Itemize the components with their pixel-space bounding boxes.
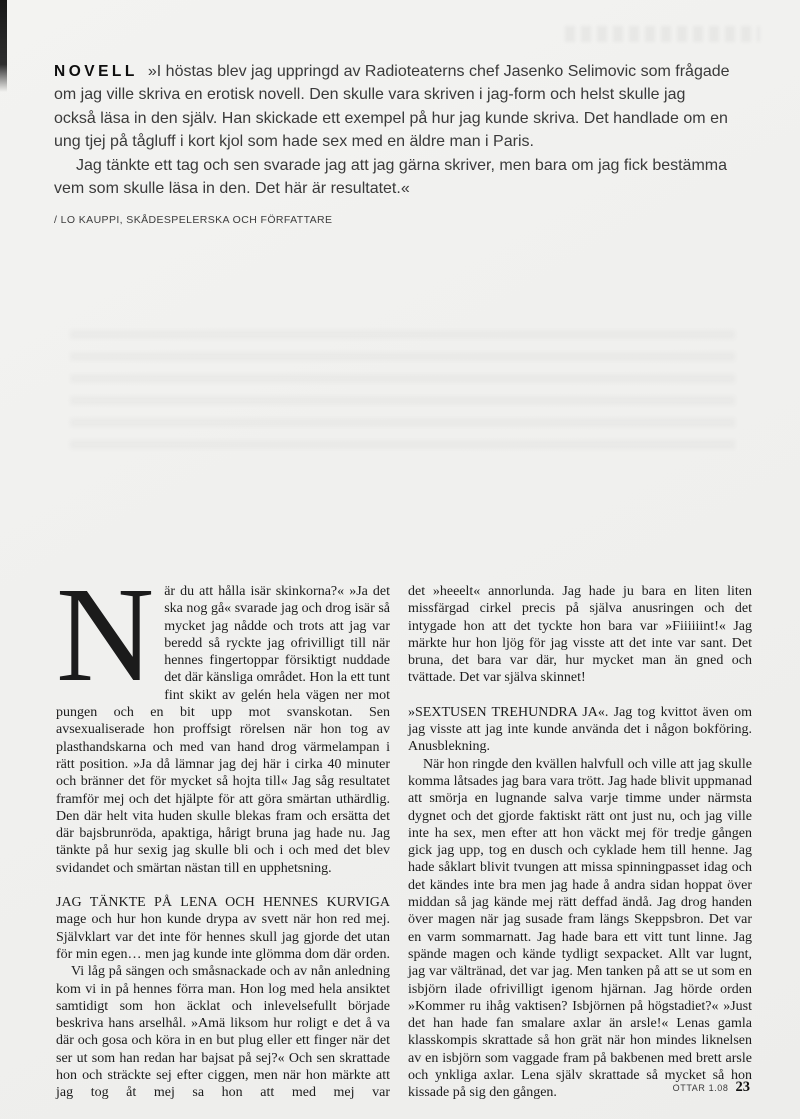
- body-paragraph: det »heeelt« annorlunda. Jag hade ju bara en liten liten missfärgad cirkel precis på själva anusringen och det intygade hon att det tyckte hon bara var »Fiiiiiint!« Jag märkte hur hon ljög för jag visste att det inte var sant. Det bruna, det bara var där, hur mycket man än gned och tvättade. Det var själva skinnet!: [408, 584, 752, 686]
- body-paragraph: »SEXTUSEN TREHUNDRA JA«. Jag tog kvittot även om jag visste att jag inte kunde använda det i någon bokföring. Anusblekning.: [408, 704, 752, 755]
- body-paragraph: Vi låg på sängen och småsnackade och av nån anledning kom vi in på hennes förra man. Hon log med hela ansiktet samtidigt som hon äcklat och inlevelsefullt började beskriva hans arselhål. »Amä liksom hur roligt e det å va där och gosa och köra in en but plug eller ett finger när det ser ut som han redan har bajsat på sej?« Och sen skrattade hon och sträckte sej efter ciggen, men när hon märkte att jag tog åt mej sa hon att med mej var: [56, 964, 390, 1101]
- intro-paragraph: [54, 60, 730, 154]
- body-paragraph: [56, 560, 390, 877]
- showthrough-ghost-middle: [70, 330, 735, 460]
- footer-issue-label: OTTAR 1.08: [672, 1083, 729, 1093]
- intro-text: »I höstas blev jag uppringd av Radioteaterns chef Jasenko Selimovic som frågade om jag ville skriva en erotisk novell. Den skulle vara skriven i jag-form och helst skulle jag också läsa in den själv. Han skickade ett exempel på hur jag kunde skriva. Det handlade om en ung tjej på tågluff i kort kjol som hade sex med en äldre man i Paris.: [54, 63, 730, 151]
- scan-edge-artifact: [0, 0, 7, 92]
- showthrough-ghost-top: [565, 26, 760, 42]
- body-paragraph: När hon ringde den kvällen halvfull och ville att jag skulle komma låtsades jag bara vara trött. Jag hade blivit uppmanad att smörja en lugnande salva varje timme under närmsta dygnet och det gjorde faktiskt rätt ont just nu, och jag ville inte ha sex, men efter att hon väckt mej för tredje gången gick jag upp, tog en dusch och cyklade hem till henne. Jag hade såklart blivit tvungen att missa spinningpasset idag och det kändes inte bra men jag hade å andra sidan hoppat över middan så jag kände mej rätt deffad ändå. Jag drog handen över magen när jag susade fram längs Skeppsbron. Det var en varm sommarnatt. Jag hade bara ett vitt tunt linne. Jag spände magen och kände tydligt sexpacket. Allt var lugnt, jag var vältränad, det var jag. Men tanken på att se ut som en isbjörn ilade ofrivilligt igenom hjärnan. Jag hörde orden »Kommer ru ihåg vaktisen? Isbjörnen på högstadiet?« »Just det han hade fan smalare axlar än arsle!« Lenas gamla klasskompis skrattade så hon grät när hon mindes liknelsen av en isbjörn som vaggade fram på bakbenen med brett arsle och ynkliga axlar. Lena själv skrattade så mycket så hon kissade på sig den gången.: [408, 756, 752, 1101]
- body-paragraph: JAG TÄNKTE PÅ LENA OCH HENNES KURVIGA mage och hur hon kunde drypa av svett när hon red mej. Självklart var det inte för hennes skull jag gjorde det utan för min egen… men jag kunde inte glömma dom där orden.: [56, 895, 390, 962]
- body-paragraph-text: är du att hålla isär skinkorna?« »Ja det ska nog gå« svarade jag och drog isär så mycket jag nådde och trots att jag var beredd så ryckte jag ofrivilligt till när hennes fingertoppar försiktigt nuddade det där känsliga området. Hon la ett tunt fint skikt av gelén hela vägen ner mot pungen och en bit upp mot svanskotan. Sen avsexualiserade hon proffsigt rörelsen när hon tog av plasthandskarna och med van hand drog värmelampan i rätt position. »Ja då lämnar jag dej här i cirka 40 minuter och bränner det för mycket så hojta till« Jag såg resultatet framför mej och det hjälpte för att göra smärtan uthärdlig. Den där helt vita huden skulle blekas fram och ersätta det där bajsbrunröda, apaktiga, hårigt bruna jag hade nu. Jag tänkte på hur sexig jag skulle bli och i och med det blev svidandet och smärtan nästan till en upphetsning.: [56, 584, 390, 876]
- page-footer: [673, 1079, 750, 1096]
- article-header: [54, 60, 730, 233]
- kicker-label: NOVELL: [54, 63, 138, 80]
- intro-paragraph-2: Jag tänkte ett tag och sen svarade jag att jag gärna skriver, men bara om jag fick bestämma vem som skulle läsa in den. Det här är resultatet.«: [54, 156, 728, 198]
- article-left-column: [56, 560, 390, 1102]
- article-right-column: [408, 583, 752, 1102]
- byline: / LO KAUPPI, SKÅDESPELERSKA OCH FÖRFATTARE: [54, 214, 333, 227]
- footer-page-number: 23: [735, 1079, 750, 1095]
- drop-cap: N: [56, 560, 155, 710]
